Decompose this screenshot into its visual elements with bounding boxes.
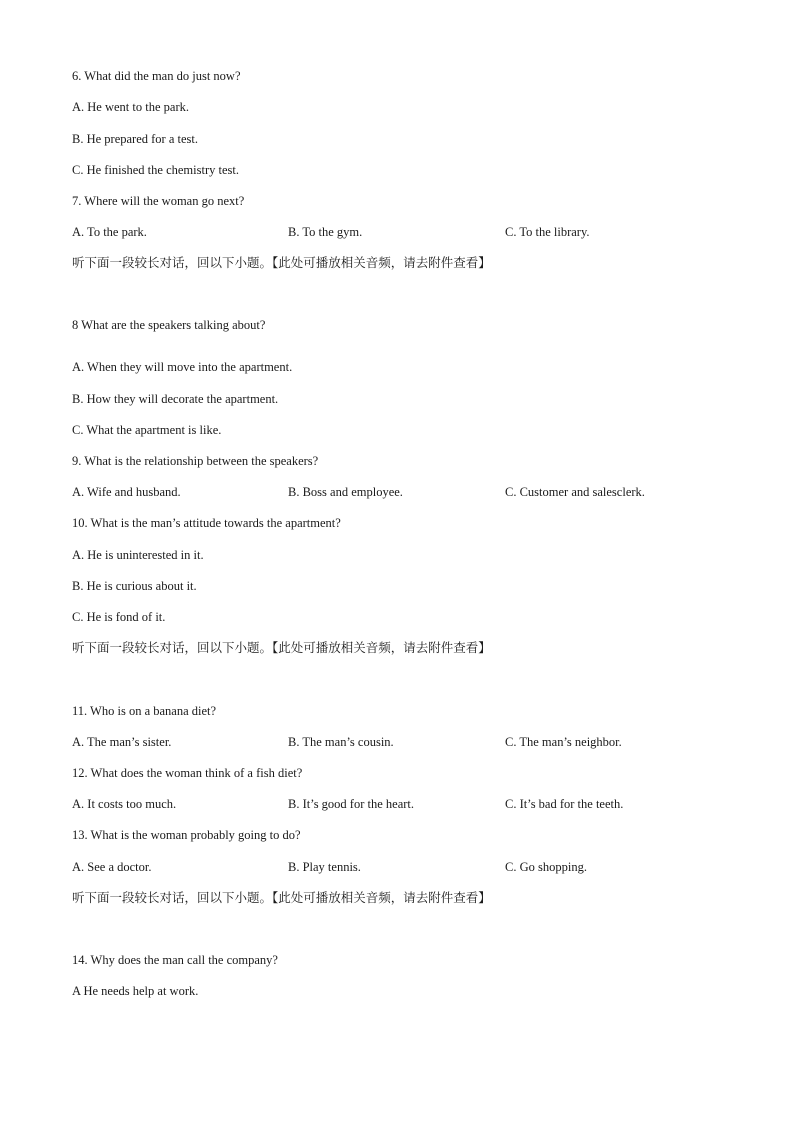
question-12-option-a: A. It costs too much. (72, 797, 177, 811)
question-7-option-c: C. To the library. (505, 225, 590, 239)
question-14-option-a: A He needs help at work. (72, 984, 199, 998)
section-instruction-3: 听下面一段较长对话，回以下小题。【此处可播放相关音频，请去附件查看】 (72, 890, 491, 905)
question-12-stem: 12. What does the woman think of a fish diet? (72, 766, 303, 780)
question-9-options (72, 484, 722, 500)
question-9-option-c: C. Customer and salesclerk. (505, 485, 645, 499)
question-13-options (72, 859, 722, 875)
question-11-option-c: C. The man’s neighbor. (505, 735, 622, 749)
question-8-option-c: C. What the apartment is like. (72, 423, 222, 437)
question-13-option-b: B. Play tennis. (288, 860, 361, 874)
question-6-option-a: A. He went to the park. (72, 100, 189, 114)
question-8-option-a: A. When they will move into the apartment. (72, 360, 293, 374)
question-6-stem: 6. What did the man do just now? (72, 69, 241, 83)
question-7-stem: 7. Where will the woman go next? (72, 194, 245, 208)
question-10-option-c: C. He is fond of it. (72, 610, 166, 624)
question-9-option-a: A. Wife and husband. (72, 485, 181, 499)
question-12-options (72, 796, 722, 812)
question-10-option-b: B. He is curious about it. (72, 579, 197, 593)
question-11-stem: 11. Who is on a banana diet? (72, 704, 217, 718)
question-11-options (72, 734, 722, 750)
question-6-option-b: B. He prepared for a test. (72, 132, 198, 146)
question-6-option-c: C. He finished the chemistry test. (72, 163, 239, 177)
question-12-option-c: C. It’s bad for the teeth. (505, 797, 624, 811)
section-instruction-1: 听下面一段较长对话，回以下小题。【此处可播放相关音频，请去附件查看】 (72, 255, 491, 270)
question-9-stem: 9. What is the relationship between the speakers? (72, 454, 319, 468)
question-7-options (72, 224, 722, 240)
section-instruction-2: 听下面一段较长对话，回以下小题。【此处可播放相关音频，请去附件查看】 (72, 640, 491, 655)
question-11-option-b: B. The man’s cousin. (288, 735, 394, 749)
question-10-option-a: A. He is uninterested in it. (72, 548, 204, 562)
question-13-stem: 13. What is the woman probably going to do? (72, 828, 301, 842)
question-11-option-a: A. The man’s sister. (72, 735, 172, 749)
question-8-option-b: B. How they will decorate the apartment. (72, 392, 279, 406)
question-7-option-b: B. To the gym. (288, 225, 363, 239)
question-10-stem: 10. What is the man’s attitude towards the apartment? (72, 516, 341, 530)
question-12-option-b: B. It’s good for the heart. (288, 797, 415, 811)
question-13-option-c: C. Go shopping. (505, 860, 587, 874)
question-9-option-b: B. Boss and employee. (288, 485, 403, 499)
question-14-stem: 14. Why does the man call the company? (72, 953, 278, 967)
question-13-option-a: A. See a doctor. (72, 860, 152, 874)
question-7-option-a: A. To the park. (72, 225, 147, 239)
question-8-stem: 8 What are the speakers talking about? (72, 318, 266, 332)
